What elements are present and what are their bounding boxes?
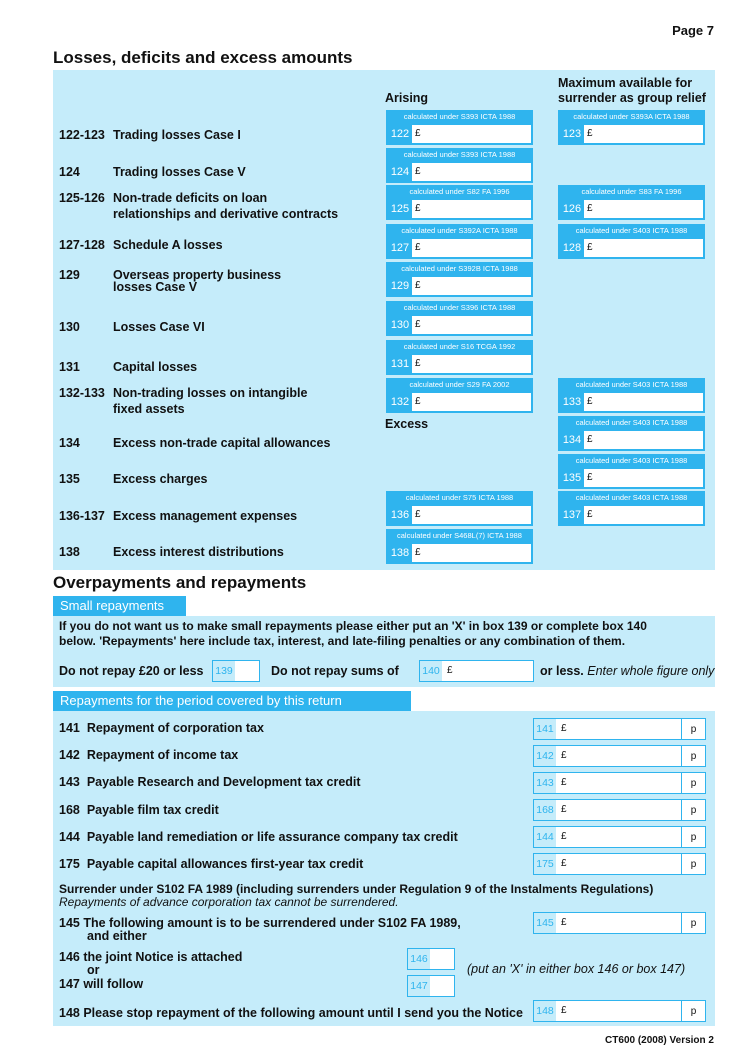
row-124: 124 Trading losses Case V xyxy=(59,165,246,179)
row-127-128: 127-128 Schedule A losses xyxy=(59,238,223,252)
box-number: 143 xyxy=(534,773,556,793)
box-number: 123 xyxy=(562,128,582,140)
box-144[interactable] xyxy=(533,826,706,848)
box-141[interactable] xyxy=(533,718,706,740)
box-number: 142 xyxy=(534,746,556,766)
box-131[interactable] xyxy=(386,340,533,375)
box-123[interactable] xyxy=(558,110,705,145)
box-number: 175 xyxy=(534,854,556,874)
col-max-line1: Maximum available for xyxy=(558,76,693,90)
row-132-133: 132-133 Non-trading losses on intangible xyxy=(59,386,308,400)
amount-field[interactable]: £ xyxy=(584,125,703,143)
pence-field[interactable]: p xyxy=(681,1001,705,1021)
box-number: 136 xyxy=(390,509,410,521)
box-number: 139 xyxy=(213,661,235,681)
col-arising: Arising xyxy=(385,91,429,105)
box-number: 132 xyxy=(390,396,410,408)
row-146-or: or xyxy=(87,963,100,977)
box-128[interactable] xyxy=(558,224,705,259)
amount-field[interactable]: £ xyxy=(584,469,703,487)
box-caption: calculated under S392A ICTA 1988 xyxy=(401,226,518,235)
repayments-period-tab: Repayments for the period covered by this return xyxy=(53,691,411,711)
box-number: 144 xyxy=(534,827,556,847)
box-127[interactable] xyxy=(386,224,533,259)
box-number: 137 xyxy=(562,509,582,521)
amount-field[interactable]: £ xyxy=(412,316,531,334)
box-caption: calculated under S403 ICTA 1988 xyxy=(575,418,688,427)
row-130: 130 Losses Case VI xyxy=(59,320,205,334)
amount-field[interactable]: £ xyxy=(584,506,703,524)
currency-symbol: £ xyxy=(561,858,567,869)
row-138: 138 Excess interest distributions xyxy=(59,545,284,559)
do-not-repay-20-label: Do not repay £20 or less xyxy=(59,664,204,678)
section-title-overpayments: Overpayments and repayments xyxy=(53,573,307,592)
currency-symbol: £ xyxy=(561,750,567,761)
box-caption: calculated under S393A ICTA 1988 xyxy=(573,112,690,121)
box-140[interactable] xyxy=(419,660,534,682)
amount-field[interactable]: £ xyxy=(584,431,703,449)
box-number: 146 xyxy=(408,949,430,969)
box-number: 134 xyxy=(562,434,582,446)
box-136[interactable] xyxy=(386,491,533,526)
box-138[interactable] xyxy=(386,529,533,564)
box-number: 168 xyxy=(534,800,556,820)
amount-field[interactable]: £ xyxy=(412,239,531,257)
pence-field[interactable]: p xyxy=(681,773,705,793)
row-136-137: 136-137 Excess management expenses xyxy=(59,509,298,523)
box-145[interactable] xyxy=(533,912,706,934)
box-caption: calculated under S16 TCGA 1992 xyxy=(403,342,516,351)
box-129[interactable] xyxy=(386,262,533,297)
box-number: 125 xyxy=(390,203,410,215)
amount-field[interactable]: £ xyxy=(412,277,531,295)
box-caption: calculated under S393 ICTA 1988 xyxy=(403,112,516,121)
row-122-123: 122-123 Trading losses Case I xyxy=(59,128,241,142)
small-text-line1: If you do not want us to make small repayments please either put an 'X' in box 139 or complete box 140 xyxy=(59,619,647,633)
surrender-note: Repayments of advance corporation tax cannot be surrendered. xyxy=(59,895,399,909)
row-129-line2: losses Case V xyxy=(113,280,198,294)
box-number: 130 xyxy=(390,319,410,331)
col-excess: Excess xyxy=(385,417,429,431)
box-134[interactable] xyxy=(558,416,705,451)
box-139[interactable] xyxy=(212,660,260,682)
box-125[interactable] xyxy=(386,185,533,220)
row-175: 175 Payable capital allowances first-year tax credit xyxy=(59,857,364,871)
box-number: 138 xyxy=(390,547,410,559)
box-133[interactable] xyxy=(558,378,705,413)
row-129: 129 Overseas property business xyxy=(59,268,282,282)
amount-field[interactable]: £ xyxy=(584,200,703,218)
box-number: 148 xyxy=(534,1001,556,1021)
pence-field[interactable]: p xyxy=(681,746,705,766)
box-caption: calculated under S83 FA 1996 xyxy=(581,187,682,196)
box-number: 126 xyxy=(562,203,582,215)
row-134: 134 Excess non-trade capital allowances xyxy=(59,436,331,450)
box-caption: calculated under S393 ICTA 1988 xyxy=(403,150,516,159)
amount-field[interactable]: £ xyxy=(412,393,531,411)
row-145-line1: 145 The following amount is to be surrendered under S102 FA 1989, xyxy=(59,916,461,930)
currency-symbol: £ xyxy=(561,777,567,788)
box-number: 133 xyxy=(562,396,582,408)
row-125-126-line2: relationships and derivative contracts xyxy=(113,207,339,221)
box-168[interactable] xyxy=(533,799,706,821)
box-number: 135 xyxy=(562,472,582,484)
row-147: 147 will follow xyxy=(59,977,144,991)
box-number: 147 xyxy=(408,976,430,996)
box-caption: calculated under S82 FA 1996 xyxy=(409,187,510,196)
amount-field[interactable]: £ xyxy=(412,200,531,218)
box-number: 140 xyxy=(420,661,442,681)
box-146[interactable] xyxy=(407,948,455,970)
box-caption: calculated under S403 ICTA 1988 xyxy=(575,456,688,465)
row-142: 142 Repayment of income tax xyxy=(59,748,239,762)
row-143: 143 Payable Research and Development tax credit xyxy=(59,775,361,789)
amount-field[interactable]: £ xyxy=(412,125,531,143)
currency-symbol: £ xyxy=(561,831,567,842)
row-146: 146 the joint Notice is attached xyxy=(59,950,243,964)
pence-field[interactable]: p xyxy=(681,719,705,739)
currency-symbol: £ xyxy=(447,665,453,676)
box-137[interactable] xyxy=(558,491,705,526)
do-not-repay-sums-label: Do not repay sums of xyxy=(271,664,399,678)
small-text-line2: below. 'Repayments' here include tax, interest, and late-filing penalties or any combination of them. xyxy=(59,634,626,648)
box-number: 122 xyxy=(390,128,410,140)
box-caption: calculated under S468L(7) ICTA 1988 xyxy=(397,531,522,540)
box-124[interactable] xyxy=(386,148,533,183)
box-175[interactable] xyxy=(533,853,706,875)
currency-symbol: £ xyxy=(561,917,567,928)
box-number: 128 xyxy=(562,242,582,254)
row-144: 144 Payable land remediation or life assurance company tax credit xyxy=(59,830,458,844)
box-number: 141 xyxy=(534,719,556,739)
pence-field[interactable]: p xyxy=(681,913,705,933)
box-caption: calculated under S75 ICTA 1988 xyxy=(405,493,514,502)
box-130[interactable] xyxy=(386,301,533,336)
box-142[interactable] xyxy=(533,745,706,767)
box-143[interactable] xyxy=(533,772,706,794)
surrender-heading: Surrender under S102 FA 1989 (including surrenders under Regulation 9 of the Instalments Regulations) xyxy=(59,882,654,896)
pence-field[interactable]: p xyxy=(681,854,705,874)
page-number: Page 7 xyxy=(672,23,714,38)
row-141: 141 Repayment of corporation tax xyxy=(59,721,264,735)
amount-field[interactable]: £ xyxy=(584,239,703,257)
row-125-126: 125-126 Non-trade deficits on loan xyxy=(59,191,268,205)
currency-symbol: £ xyxy=(561,723,567,734)
pence-field[interactable]: p xyxy=(681,827,705,847)
box-number: 124 xyxy=(390,166,410,178)
row-145-line2: and either xyxy=(87,929,147,943)
box-caption: calculated under S396 ICTA 1988 xyxy=(403,303,516,312)
box-number: 145 xyxy=(534,913,556,933)
section-title-losses: Losses, deficits and excess amounts xyxy=(53,48,353,67)
box-126[interactable] xyxy=(558,185,705,220)
amount-field[interactable]: £ xyxy=(412,506,531,524)
amount-field[interactable]: £ xyxy=(412,355,531,373)
box-148[interactable] xyxy=(533,1000,706,1022)
box-132[interactable] xyxy=(386,378,533,413)
box-caption: calculated under S403 ICTA 1988 xyxy=(575,226,688,235)
put-x-note: (put an 'X' in either box 146 or box 147) xyxy=(467,962,686,976)
row-135: 135 Excess charges xyxy=(59,472,208,486)
box-147[interactable] xyxy=(407,975,455,997)
row-131: 131 Capital losses xyxy=(59,360,198,374)
form-version: CT600 (2008) Version 2 xyxy=(605,1035,714,1046)
box-122[interactable] xyxy=(386,110,533,145)
small-repayments-tab: Small repayments xyxy=(53,596,186,616)
box-caption: calculated under S403 ICTA 1988 xyxy=(575,380,688,389)
col-max-line2: surrender as group relief xyxy=(558,91,706,105)
box-135[interactable] xyxy=(558,454,705,489)
currency-symbol: £ xyxy=(561,804,567,815)
amount-field[interactable]: £ xyxy=(412,163,531,181)
or-less-label: or less. Enter whole figure only xyxy=(540,664,715,678)
amount-field[interactable]: £ xyxy=(412,544,531,562)
currency-symbol: £ xyxy=(561,1005,567,1016)
row-148: 148 Please stop repayment of the following amount until I send you the Notice xyxy=(59,1006,523,1020)
row-132-133-line2: fixed assets xyxy=(113,402,185,416)
amount-field[interactable]: £ xyxy=(584,393,703,411)
box-caption: calculated under S392B ICTA 1988 xyxy=(401,264,518,273)
box-number: 129 xyxy=(390,280,410,292)
row-168: 168 Payable film tax credit xyxy=(59,803,219,817)
box-caption: calculated under S29 FA 2002 xyxy=(409,380,510,389)
pence-field[interactable]: p xyxy=(681,800,705,820)
box-number: 131 xyxy=(390,358,410,370)
box-number: 127 xyxy=(390,242,410,254)
box-caption: calculated under S403 ICTA 1988 xyxy=(575,493,688,502)
